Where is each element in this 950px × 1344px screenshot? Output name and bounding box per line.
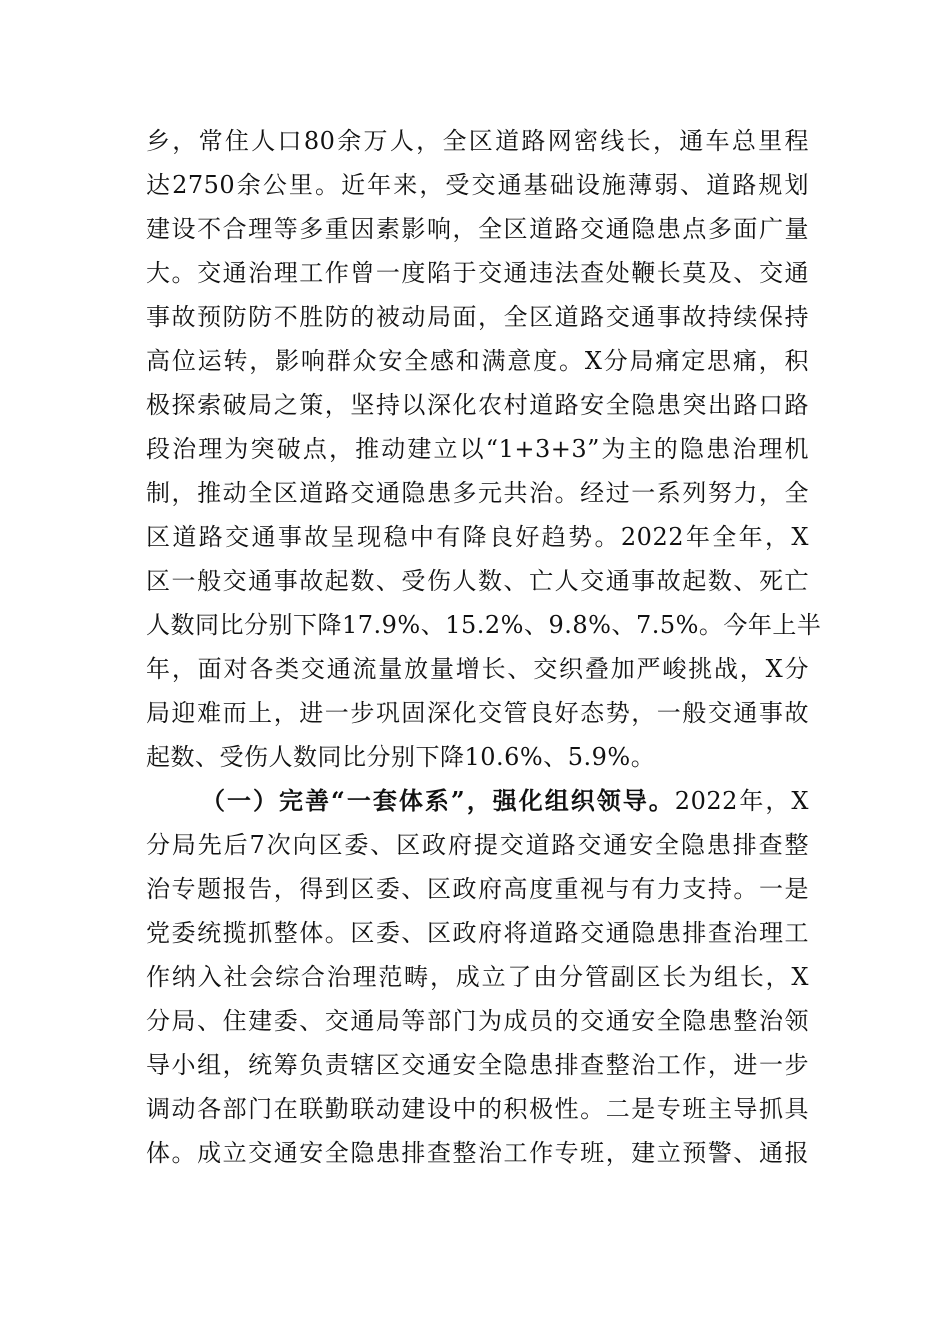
text-line: 调动各部门在联勤联动建设中的积极性。二是专班主导抓具 [146,1095,809,1123]
text-line: 达2750余公里。近年来，受交通基础设施薄弱、道路规划 [146,171,809,199]
text-line: 人数同比分别下降17.9%、15.2%、9.8%、7.5%。今年上半 [146,611,822,639]
text-line: 高位运转，影响群众安全感和满意度。X分局痛定思痛，积 [146,347,809,375]
text-line: 大。交通治理工作曾一度陷于交通违法查处鞭长莫及、交通 [146,259,809,287]
text-line: 年，面对各类交通流量放量增长、交织叠加严峻挑战，X分 [146,655,809,683]
text-line: 体。成立交通安全隐患排查整治工作专班，建立预警、通报 [146,1139,809,1167]
body-text [146,119,822,1175]
paragraph-1 [146,119,822,779]
text-line: 极探索破局之策，坚持以深化农村道路安全隐患突出路口路 [146,391,809,419]
text-line: 起数、受伤人数同比分别下降10.6%、5.9%。 [146,743,656,771]
text-line: 建设不合理等多重因素影响，全区道路交通隐患点多面广量 [146,215,809,243]
heading-line-continuation: 2022年，X [674,787,809,815]
section-heading: （一）完善“一套体系”，强化组织领导。 [201,786,675,815]
section-heading-line [146,779,809,823]
text-line: 分局、住建委、交通局等部门为成员的交通安全隐患整治领 [146,1007,809,1035]
text-line: 区道路交通事故呈现稳中有降良好趋势。2022年全年，X [146,523,809,551]
text-line: 乡，常住人口80余万人，全区道路网密线长，通车总里程 [146,127,809,155]
text-line: 局迎难而上，进一步巩固深化交管良好态势，一般交通事故 [146,699,809,727]
text-line: 治专题报告，得到区委、区政府高度重视与有力支持。一是 [146,875,809,903]
text-line: 区一般交通事故起数、受伤人数、亡人交通事故起数、死亡 [146,567,809,595]
text-line: 制，推动全区道路交通隐患多元共治。经过一系列努力，全 [146,479,809,507]
text-line: 作纳入社会综合治理范畴，成立了由分管副区长为组长，X [146,963,809,991]
text-line: 段治理为突破点，推动建立以“1+3+3”为主的隐患治理机 [146,435,809,463]
text-line: 分局先后7次向区委、区政府提交道路交通安全隐患排查整 [146,831,809,859]
text-line: 党委统揽抓整体。区委、区政府将道路交通隐患排查治理工 [146,919,809,947]
paragraph-2 [146,779,809,1175]
text-line: 事故预防防不胜防的被动局面，全区道路交通事故持续保持 [146,303,809,331]
text-line: 导小组，统筹负责辖区交通安全隐患排查整治工作，进一步 [146,1051,809,1079]
